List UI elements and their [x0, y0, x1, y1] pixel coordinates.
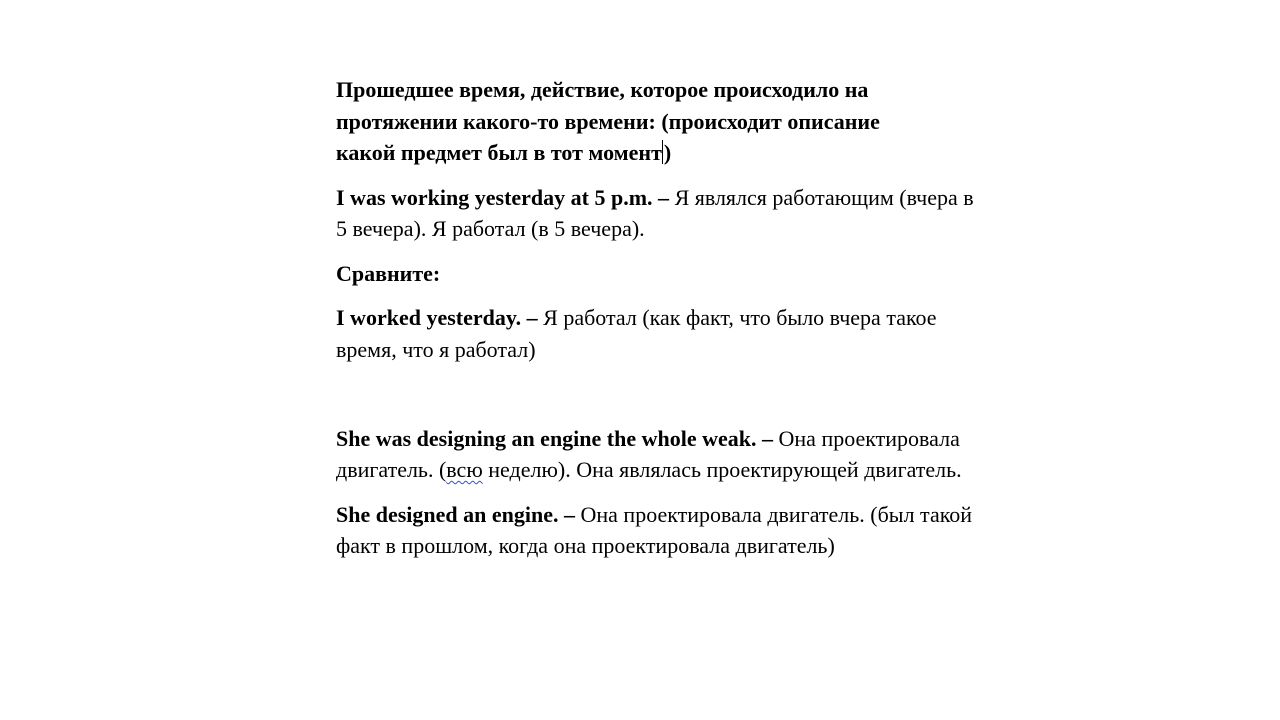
heading-paragraph — [336, 74, 976, 169]
heading-line-3-end: ) — [663, 140, 672, 165]
heading-line-3: какой предмет был в тот момент — [336, 140, 662, 165]
empty-paragraph — [336, 378, 976, 410]
heading-line-1: Прошедшее время, действие, которое происходило на — [336, 77, 869, 102]
compare-label: Сравните: — [336, 260, 441, 286]
example-paragraph-1 — [336, 182, 976, 245]
example-paragraph-3 — [336, 423, 976, 486]
example-1-translation: Я являлся работающим (вчера в 5 вечера). Я работал (в 5 вечера). — [336, 184, 974, 241]
example-3-translation-end: неделю). Она являлась проектирующей двигатель. — [482, 457, 962, 482]
example-paragraph-2 — [336, 302, 976, 365]
compare-paragraph — [336, 258, 976, 290]
heading-line-2: протяжении какого-то времени: (происходит описание — [336, 108, 880, 134]
document-body[interactable] — [336, 74, 976, 575]
example-3-english: She was designing an engine the whole weak. – — [336, 425, 774, 451]
example-2-translation: Я работал (как факт, что было вчера такое время, что я работал) — [336, 305, 937, 362]
spellcheck-flagged-word[interactable]: всю — [446, 457, 483, 482]
example-4-english: She designed an engine. – — [336, 501, 575, 527]
example-2-english: I worked yesterday. – — [336, 305, 538, 330]
example-3-translation-start: Она проектировала двигатель. ( — [336, 425, 960, 482]
example-paragraph-4 — [336, 499, 976, 562]
example-1-english: I was working yesterday at 5 p.m. – — [336, 184, 670, 210]
example-4-translation: Она проектировала двигатель. (был такой факт в прошлом, когда она проектировала двигатель) — [336, 501, 973, 558]
